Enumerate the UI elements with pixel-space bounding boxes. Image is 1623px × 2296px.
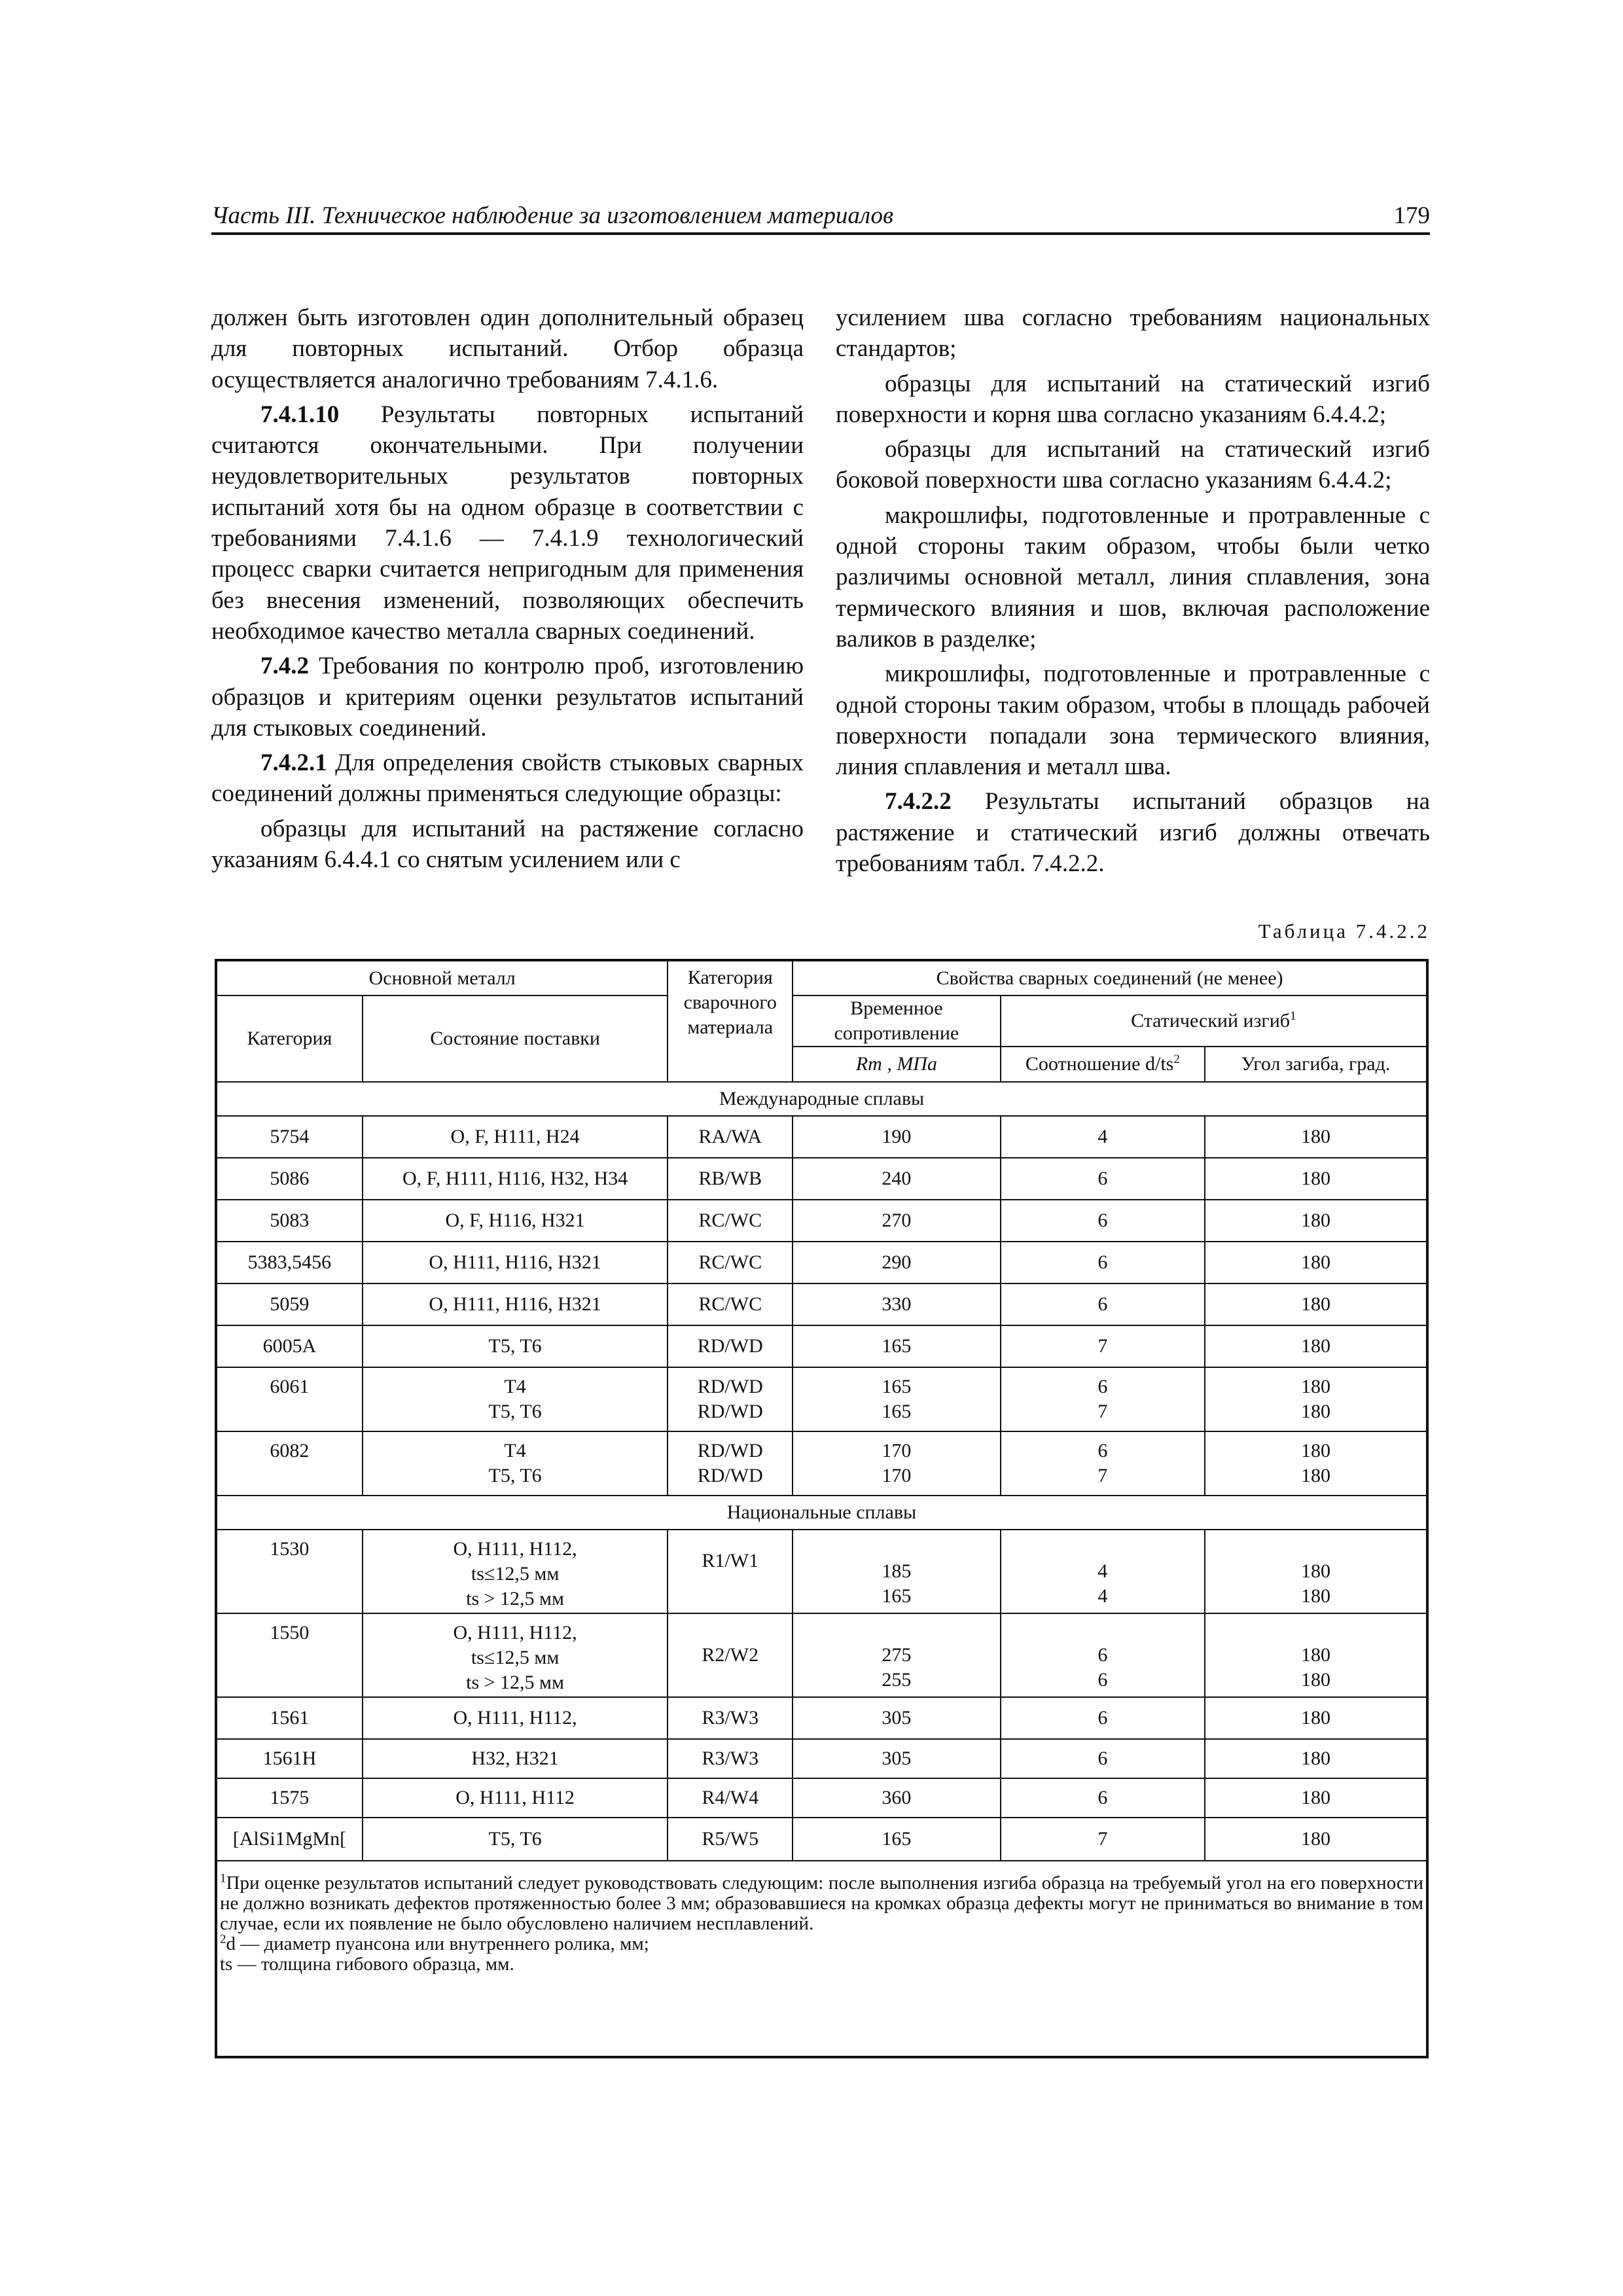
footnote-ref: 2 bbox=[1173, 1052, 1180, 1066]
header-row bbox=[216, 960, 1427, 996]
table-cell: O, F, H111, H116, H32, H34 bbox=[363, 1158, 668, 1200]
footnote-text: При оценке результатов испытаний следует руководствовать следующим: после выполнения изгиба образца на требуемый угол на его поверхности не должно возникать дефектов протяженностью более 3 мм; образовавшиеся на кромках образца дефекты могут не приниматься во внимание в том случае, если их появление не было обусловлено наличием несплавлений. bbox=[220, 1873, 1423, 1934]
table-cell: O, H111, H112, bbox=[363, 1697, 668, 1739]
table-row bbox=[216, 1158, 1427, 1200]
clause-number: 7.4.2 bbox=[260, 653, 309, 680]
table-cell: R1/W1 bbox=[668, 1530, 793, 1613]
header-title: Часть III. Техническое наблюдение за изготовлением материалов bbox=[211, 202, 894, 229]
table-cell: 5083 bbox=[216, 1200, 363, 1242]
table-cell: 5086 bbox=[216, 1158, 363, 1200]
cell-line: 6 bbox=[1097, 1669, 1108, 1691]
paragraph-text: Для определения свойств стыковых сварных соединений должны применяться следующие образцы: bbox=[211, 749, 804, 808]
table-row bbox=[216, 1325, 1427, 1367]
table-cell: 6082 bbox=[216, 1431, 363, 1496]
table-row bbox=[216, 1778, 1427, 1818]
group-row bbox=[216, 1496, 1427, 1530]
cell-line: 180 bbox=[1301, 1560, 1331, 1582]
table-cell: R4/W4 bbox=[668, 1778, 793, 1818]
table-cell: 305 bbox=[793, 1697, 1000, 1739]
running-header bbox=[211, 200, 1430, 235]
table-cell: R3/W3 bbox=[668, 1739, 793, 1778]
table-cell: [AlSi1MgMn[ bbox=[216, 1818, 363, 1861]
cell-line: 7 bbox=[1097, 1465, 1108, 1486]
cell-line: 165 bbox=[882, 1376, 912, 1397]
left-column bbox=[211, 302, 804, 879]
table-cell: O, F, H116, H321 bbox=[363, 1200, 668, 1242]
base-metal-header: Основной металл bbox=[216, 960, 668, 996]
tensile-header: Временное сопротивление bbox=[793, 996, 1000, 1047]
cell-line: 170 bbox=[882, 1465, 912, 1486]
cell-line: T4 bbox=[504, 1440, 526, 1462]
cell-line: 165 bbox=[882, 1585, 912, 1607]
table-cell: O, F, H111, H24 bbox=[363, 1116, 668, 1158]
table-cell: 1561 bbox=[216, 1697, 363, 1739]
table-cell: 4 bbox=[1001, 1116, 1205, 1158]
table-cell bbox=[793, 1530, 1000, 1613]
header-row bbox=[216, 996, 1427, 1047]
paragraph bbox=[211, 651, 804, 744]
cell-line: ts≤12,5 мм bbox=[471, 1647, 560, 1668]
table-cell: RC/WC bbox=[668, 1242, 793, 1283]
table-cell: 180 bbox=[1205, 1818, 1427, 1861]
table-cell: 240 bbox=[793, 1158, 1000, 1200]
table-cell: 1561H bbox=[216, 1739, 363, 1778]
cell-line: 180 bbox=[1301, 1465, 1331, 1486]
table-row bbox=[216, 1283, 1427, 1325]
paragraph: образцы для испытаний на статический изгиб боковой поверхности шва согласно указаниям 6.4.4.2; bbox=[836, 436, 1430, 494]
table-cell: 6 bbox=[1001, 1778, 1205, 1818]
table-cell: 270 bbox=[793, 1200, 1000, 1242]
paragraph: микрошлифы, подготовленные и протравленные с одной стороны таким образом, чтобы в площадь рабочей поверхности попадали зона термического влияния, линия сплавления и металл шва. bbox=[836, 660, 1430, 781]
paragraph-text: Результаты испытаний образцов на растяжение и статический изгиб должны отвечать требованиям табл. 7.4.2.2. bbox=[836, 788, 1430, 878]
properties-header: Свойства сварных соединений (не менее) bbox=[793, 960, 1427, 996]
cell-line: 275 bbox=[882, 1644, 912, 1666]
table-cell bbox=[363, 1613, 668, 1697]
cell-line: 180 bbox=[1301, 1644, 1331, 1666]
table-cell: 180 bbox=[1205, 1116, 1427, 1158]
table-cell: 6 bbox=[1001, 1283, 1205, 1325]
table-cell: 180 bbox=[1205, 1283, 1427, 1325]
cell-line: T5, T6 bbox=[488, 1401, 542, 1422]
category-header: Категория bbox=[216, 996, 363, 1082]
paragraph bbox=[211, 747, 804, 810]
bend-header-text: Статический изгиб bbox=[1131, 1010, 1291, 1031]
cell-line: 180 bbox=[1301, 1401, 1331, 1422]
table-row bbox=[216, 1697, 1427, 1739]
cell-line: ts≤12,5 мм bbox=[471, 1563, 560, 1585]
table-cell: 1575 bbox=[216, 1778, 363, 1818]
paragraph: образцы для испытаний на растяжение согласно указаниям 6.4.4.1 со снятым усилением или с bbox=[211, 815, 804, 874]
table-cell bbox=[1001, 1530, 1205, 1613]
cell-line: T4 bbox=[504, 1376, 526, 1397]
table-cell: T5, T6 bbox=[363, 1325, 668, 1367]
table-cell: 6 bbox=[1001, 1158, 1205, 1200]
table-cell bbox=[363, 1530, 668, 1613]
footnotes bbox=[216, 1861, 1427, 2057]
table-cell bbox=[793, 1431, 1000, 1496]
table-row bbox=[216, 1818, 1427, 1861]
table-row bbox=[216, 1367, 1427, 1431]
cell-line: 185 bbox=[882, 1560, 912, 1582]
table-cell bbox=[1001, 1613, 1205, 1697]
rm-header: Rm , МПа bbox=[793, 1047, 1000, 1082]
table-row bbox=[216, 1530, 1427, 1613]
table-cell: 180 bbox=[1205, 1778, 1427, 1818]
table-cell: 1550 bbox=[216, 1613, 363, 1697]
paragraph-text: Результаты повторных испытаний считаются окончательными. При получении неудовлетворительных результатов повторных испытаний хотя бы на одном образце в соответствии с требованиями 7.4.1.6 — 7.4.1.9 технологический процесс сварки считается непригодным для применения без внесения изменений, позволяющих обеспечить необходимое качество металла сварных соединений. bbox=[211, 401, 804, 645]
table-cell: 6061 bbox=[216, 1367, 363, 1431]
paragraph: усилением шва согласно требованиям национальных стандартов; bbox=[836, 304, 1430, 363]
footnotes-row bbox=[216, 1861, 1427, 2057]
table-cell: R5/W5 bbox=[668, 1818, 793, 1861]
cell-line: RD/WD bbox=[697, 1440, 763, 1462]
footnote bbox=[220, 1934, 1423, 1954]
cell-line: O, H111, H112, bbox=[453, 1538, 577, 1560]
cell-line: 165 bbox=[882, 1401, 912, 1422]
table-cell: RB/WB bbox=[668, 1158, 793, 1200]
table-cell bbox=[363, 1367, 668, 1431]
table-cell bbox=[668, 1367, 793, 1431]
table-cell bbox=[1001, 1367, 1205, 1431]
table-cell: RC/WC bbox=[668, 1200, 793, 1242]
clause-number: 7.4.2.1 bbox=[260, 749, 327, 777]
footnote: ts — толщина гибового образца, мм. bbox=[220, 1954, 514, 1975]
table-cell: 180 bbox=[1205, 1739, 1427, 1778]
table-cell bbox=[1205, 1431, 1427, 1496]
paragraph: должен быть изготовлен один дополнительный образец для повторных испытаний. Отбор образца осуществляется аналогично требованиям 7.4.1.6. bbox=[211, 304, 804, 393]
table-cell: T5, T6 bbox=[363, 1818, 668, 1861]
table-cell: RA/WA bbox=[668, 1116, 793, 1158]
footnote-text: d — диаметр пуансона или внутреннего ролика, мм; bbox=[226, 1933, 649, 1954]
table-cell: 6005A bbox=[216, 1325, 363, 1367]
table-row bbox=[216, 1613, 1427, 1697]
cell-line: 4 bbox=[1097, 1560, 1108, 1582]
table-cell: 165 bbox=[793, 1818, 1000, 1861]
table-cell: 290 bbox=[793, 1242, 1000, 1283]
weld-material-header: Категория сварочного материала bbox=[668, 960, 793, 1082]
paragraph-text: Требования по контролю проб, изготовлению образцов и критериям оценки результатов испытаний для стыковых соединений. bbox=[211, 653, 804, 742]
properties-table bbox=[215, 959, 1429, 2058]
table-cell: 7 bbox=[1001, 1818, 1205, 1861]
footnote-marker: 2 bbox=[220, 1932, 226, 1946]
table-cell: H32, H321 bbox=[363, 1739, 668, 1778]
footnote-marker: 1 bbox=[220, 1871, 226, 1886]
table-cell bbox=[793, 1613, 1000, 1697]
group-row bbox=[216, 1082, 1427, 1116]
table-cell: O, H111, H112 bbox=[363, 1778, 668, 1818]
table-cell: 165 bbox=[793, 1325, 1000, 1367]
ratio-header bbox=[1001, 1047, 1205, 1082]
cell-line: ts > 12,5 мм bbox=[466, 1588, 565, 1609]
table-cell bbox=[793, 1367, 1000, 1431]
footnote bbox=[220, 1873, 1423, 1934]
paragraph: образцы для испытаний на статический изгиб поверхности и корня шва согласно указаниям 6.4.4.2; bbox=[836, 370, 1430, 428]
clause-number: 7.4.1.10 bbox=[260, 401, 340, 428]
table-cell: 180 bbox=[1205, 1242, 1427, 1283]
table-cell: 305 bbox=[793, 1739, 1000, 1778]
cell-line: RD/WD bbox=[697, 1465, 763, 1486]
table-cell: 5383,5456 bbox=[216, 1242, 363, 1283]
table-cell: 6 bbox=[1001, 1697, 1205, 1739]
cell-line: T5, T6 bbox=[488, 1465, 542, 1486]
table-cell: 180 bbox=[1205, 1158, 1427, 1200]
table-cell: 6 bbox=[1001, 1200, 1205, 1242]
cell-line: O, H111, H112, bbox=[453, 1622, 577, 1643]
table-cell: 5059 bbox=[216, 1283, 363, 1325]
table-cell bbox=[363, 1431, 668, 1496]
table-cell: RC/WC bbox=[668, 1283, 793, 1325]
table-cell: 330 bbox=[793, 1283, 1000, 1325]
cell-line: 180 bbox=[1301, 1669, 1331, 1691]
cell-line: 6 bbox=[1097, 1644, 1108, 1666]
table-cell: 6 bbox=[1001, 1739, 1205, 1778]
table-row bbox=[216, 1739, 1427, 1778]
table-cell: 7 bbox=[1001, 1325, 1205, 1367]
table-cell: RD/WD bbox=[668, 1325, 793, 1367]
cell-line: ts > 12,5 мм bbox=[466, 1672, 565, 1693]
cell-line: 180 bbox=[1301, 1585, 1331, 1607]
table-cell: 180 bbox=[1205, 1697, 1427, 1739]
table-cell: 6 bbox=[1001, 1242, 1205, 1283]
table-cell bbox=[1205, 1613, 1427, 1697]
cell-line: 180 bbox=[1301, 1440, 1331, 1462]
condition-header: Состояние поставки bbox=[363, 996, 668, 1082]
table-row bbox=[216, 1116, 1427, 1158]
cell-line: 4 bbox=[1097, 1585, 1108, 1607]
page-number: 179 bbox=[1393, 202, 1430, 229]
angle-header: Угол загиба, град. bbox=[1205, 1047, 1427, 1082]
group-label: Международные сплавы bbox=[216, 1082, 1427, 1116]
group-label: Национальные сплавы bbox=[216, 1496, 1427, 1530]
cell-line: 6 bbox=[1097, 1376, 1108, 1397]
cell-line: 255 bbox=[882, 1669, 912, 1691]
table-cell bbox=[668, 1431, 793, 1496]
cell-line: 170 bbox=[882, 1440, 912, 1462]
right-column bbox=[836, 302, 1430, 883]
table-cell bbox=[1001, 1431, 1205, 1496]
clause-number: 7.4.2.2 bbox=[885, 788, 952, 816]
table-row bbox=[216, 1242, 1427, 1283]
cell-line: 6 bbox=[1097, 1440, 1108, 1462]
table-cell: 180 bbox=[1205, 1200, 1427, 1242]
table-cell bbox=[1205, 1367, 1427, 1431]
cell-line: 7 bbox=[1097, 1401, 1108, 1422]
table-cell bbox=[1205, 1530, 1427, 1613]
table-cell: R3/W3 bbox=[668, 1697, 793, 1739]
bend-header bbox=[1001, 996, 1427, 1047]
paragraph: макрошлифы, подготовленные и протравленные с одной стороны таким образом, чтобы были четко различимы основной металл, линия сплавления, зона термического влияния и шов, включая расположение валиков в разделке; bbox=[836, 501, 1430, 653]
table-cell: O, H111, H116, H321 bbox=[363, 1242, 668, 1283]
table-cell: 360 bbox=[793, 1778, 1000, 1818]
paragraph bbox=[211, 399, 804, 647]
table-row bbox=[216, 1200, 1427, 1242]
paragraph bbox=[836, 786, 1430, 879]
cell-line: 180 bbox=[1301, 1376, 1331, 1397]
footnote-ref: 1 bbox=[1290, 1009, 1296, 1023]
ratio-header-text: Соотношение d/ts bbox=[1025, 1053, 1174, 1075]
table-cell: 180 bbox=[1205, 1325, 1427, 1367]
table-row bbox=[216, 1431, 1427, 1496]
table-cell: 190 bbox=[793, 1116, 1000, 1158]
table-cell: 5754 bbox=[216, 1116, 363, 1158]
table-cell: 1530 bbox=[216, 1530, 363, 1613]
cell-line: RD/WD bbox=[697, 1401, 763, 1422]
table-cell: O, H111, H116, H321 bbox=[363, 1283, 668, 1325]
table-caption: Таблица 7.4.2.2 bbox=[1258, 920, 1430, 942]
table-cell: R2/W2 bbox=[668, 1613, 793, 1697]
cell-line: RD/WD bbox=[697, 1376, 763, 1397]
